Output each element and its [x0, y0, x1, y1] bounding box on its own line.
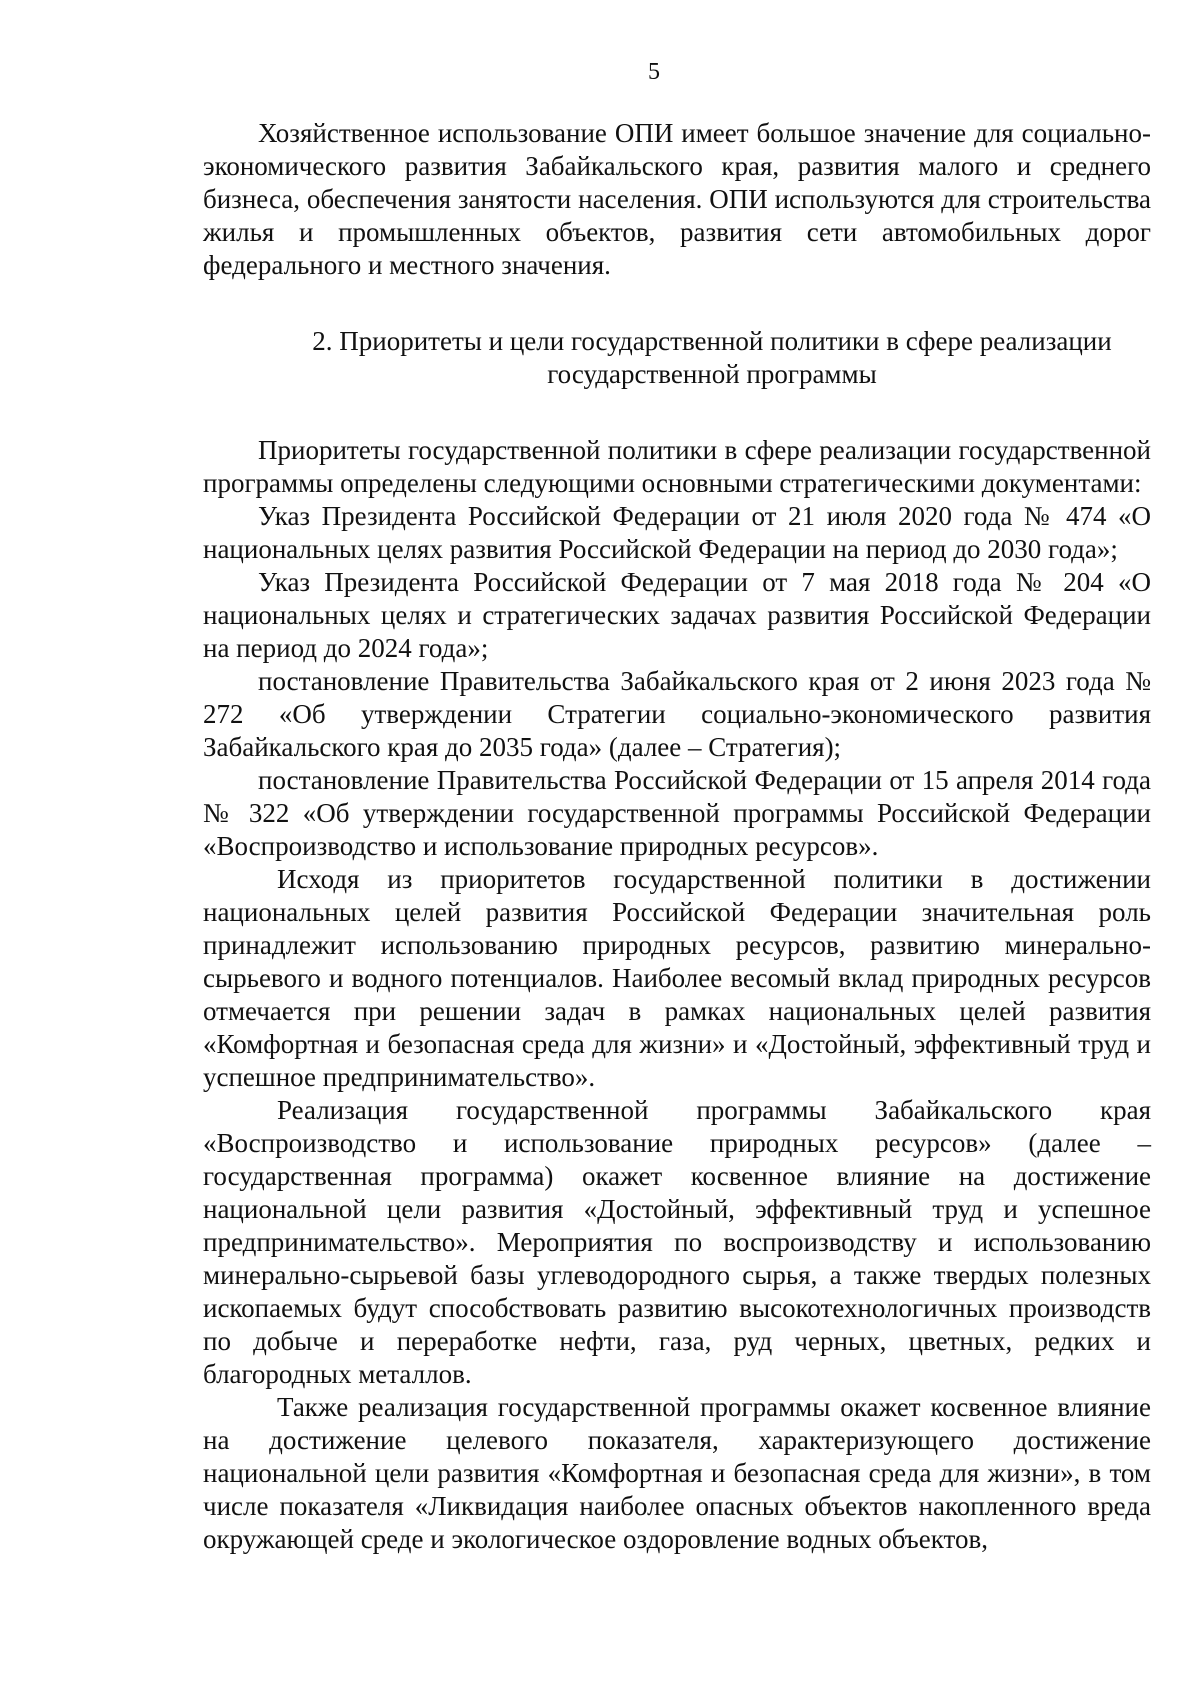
section-heading-line-1: 2. Приоритеты и цели государственной политики в сфере реализации	[312, 326, 1112, 356]
document-body	[203, 117, 1151, 1556]
section-heading-line-2: государственной программы	[547, 359, 877, 389]
paragraph-decree-204: Указ Президента Российской Федерации от 7 мая 2018 года № 204 «О национальных целях и стратегических задачах развития Российской Федерации на период до 2024 года»;	[203, 567, 1151, 663]
paragraph-resolution-272: постановление Правительства Забайкальского края от 2 июня 2023 года № 272 «Об утверждении Стратегии социально-экономического развития Забайкальского края до 2035 года» (далее – Стратегия);	[203, 666, 1151, 762]
paragraph-indirect-impact: Также реализация государственной программы окажет косвенное влияние на достижение целевого показателя, характеризующего достижение национальной цели развития «Комфортная и безопасная среда для жизни», в том числе показателя «Ликвидация наиболее опасных объектов накопленного вреда окружающей среде и экологическое оздоровление водных объектов,	[203, 1392, 1151, 1554]
paragraph-decree-474: Указ Президента Российской Федерации от 21 июля 2020 года № 474 «О национальных целях развития Российской Федерации на период до 2030 года»;	[203, 501, 1151, 564]
paragraph-priorities-intro: Приоритеты государственной политики в сфере реализации государственной программы определены следующими основными стратегическими документами:	[203, 435, 1151, 498]
section-heading	[203, 325, 1151, 391]
paragraph-resolution-322: постановление Правительства Российской Федерации от 15 апреля 2014 года № 322 «Об утверждении государственной программы Российской Федерации «Воспроизводство и использование природных ресурсов».	[203, 765, 1151, 861]
paragraph-program-implementation: Реализация государственной программы Забайкальского края «Воспроизводство и использование природных ресурсов» (далее – государственная программа) окажет косвенное влияние на достижение национальной цели развития «Достойный, эффективный труд и успешное предпринимательство». Мероприятия по воспроизводству и использованию минерально-сырьевой базы углеводородного сырья, а также твердых полезных ископаемых будут способствовать развитию высокотехнологичных производств по добыче и переработке нефти, газа, руд черных, цветных, редких и благородных металлов.	[203, 1095, 1151, 1389]
paragraph-national-goals: Исходя из приоритетов государственной политики в достижении национальных целей развития Российской Федерации значительная роль принадлежит использованию природных ресурсов, развитию минерально-сырьевого и водного потенциалов. Наиболее весомый вклад природных ресурсов отмечается при решении задач в рамках национальных целей развития «Комфортная и безопасная среда для жизни» и «Достойный, эффективный труд и успешное предпринимательство».	[203, 864, 1151, 1092]
page-number: 5	[648, 59, 660, 85]
paragraph-opi-usage: Хозяйственное использование ОПИ имеет большое значение для социально-экономического развития Забайкальского края, развития малого и среднего бизнеса, обеспечения занятости населения. ОПИ используются для строительства жилья и промышленных объектов, развития сети автомобильных дорог федерального и местного значения.	[203, 118, 1151, 280]
